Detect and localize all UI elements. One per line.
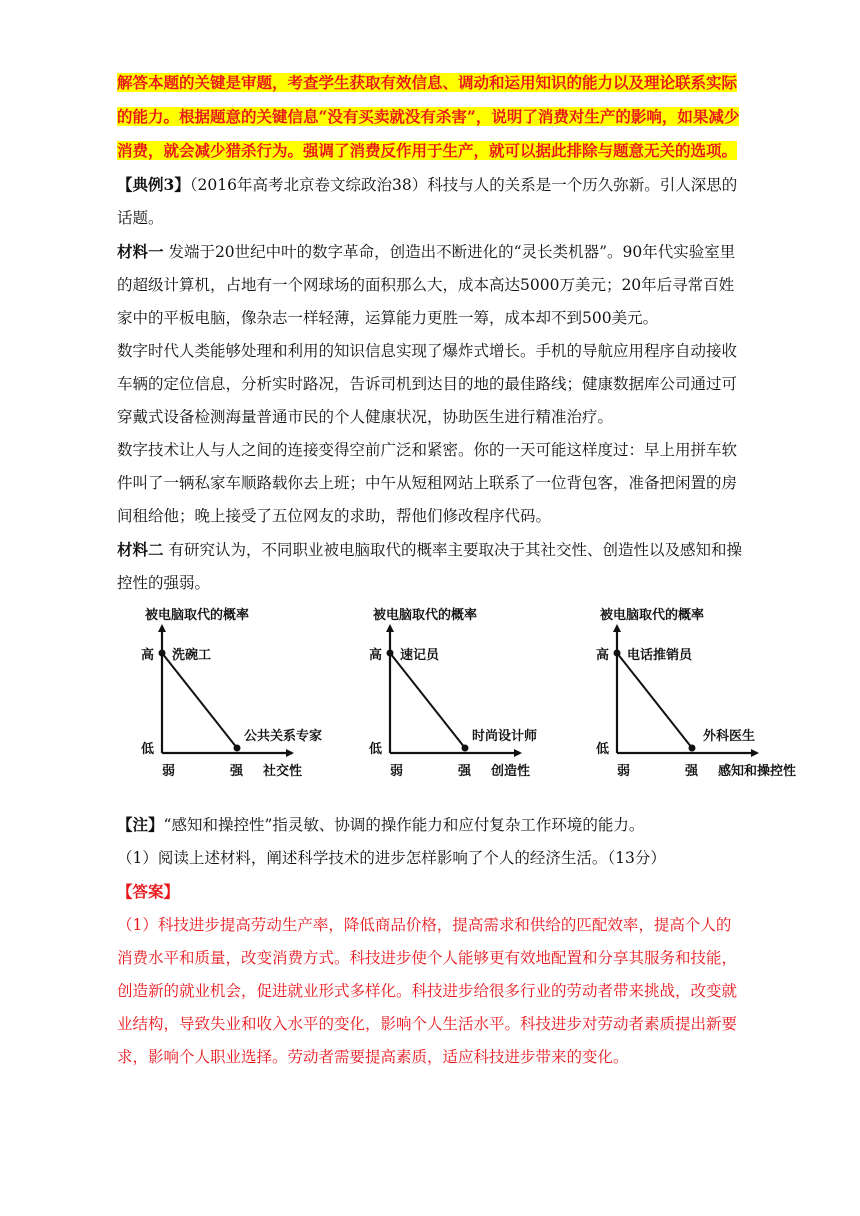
y-tick-low: 低 — [141, 742, 155, 757]
x-axis-label: 社交性 — [263, 764, 303, 779]
point-label-low: 公共关系专家 — [244, 729, 323, 744]
y-axis-label: 被电脑取代的概率 — [600, 608, 705, 623]
document-page — [117, 66, 797, 1074]
material2-label: 材料二 — [117, 540, 164, 559]
point-label-low: 时尚设计师 — [472, 729, 538, 744]
material1-text1: 发端于20世纪中叶的数字革命，创造出不断进化的“灵长类机器”。90年代实验室里的超级计算机，占地有一个网球场的面积那么大，成本高达5000万美元；20年后寻常百姓家中的平板电脑，像杂志一样轻薄，运算能力更胜一筹，成本却不到500美元。 — [117, 243, 736, 327]
trend-line — [617, 653, 692, 748]
material1-paragraph2: 数字时代人类能够处理和利用的知识信息实现了爆炸式增长。手机的导航应用程序自动接收车辆的定位信息，分析实时路况，告诉司机到达目的地的最佳路线；健康数据库公司通过可穿戴式设备检测海量普通市民的个人健康状况，协助医生进行精准治疗。 — [117, 342, 738, 426]
material2-text: 有研究认为，不同职业被电脑取代的概率主要取决于其社交性、创造性以及感知和操控性的强弱。 — [117, 541, 742, 592]
point-label-high: 速记员 — [400, 648, 440, 663]
note-label: 【注】 — [117, 815, 164, 834]
data-point-low — [689, 745, 696, 752]
material1-label: 材料一 — [117, 242, 164, 261]
point-label-high: 电话推销员 — [627, 648, 693, 663]
example-label: 【典例3】 — [117, 175, 190, 194]
data-point-high — [614, 650, 621, 657]
y-tick-high: 高 — [141, 648, 155, 663]
data-point-low — [462, 745, 469, 752]
trend-line — [162, 653, 237, 748]
data-point-low — [234, 745, 241, 752]
y-axis-arrow — [158, 624, 166, 632]
example-heading — [117, 168, 745, 235]
highlighted-analysis: 解答本题的关键是审题，考查学生获取有效信息、调动和运用知识的能力以及理论联系实际的能力。根据题意的关键信息“没有买卖就没有杀害”，说明了消费对生产的影响，如果减少消费，就会减少猎杀行为。强调了消费反作用于生产，就可以据此排除与题意无关的选项。 — [117, 73, 740, 160]
x-axis-arrow — [286, 749, 294, 757]
chart-perception — [582, 608, 802, 808]
note-text: “感知和操控性”指灵敏、协调的操作能力和应付复杂工作环境的能力。 — [163, 816, 645, 834]
x-tick-weak: 弱 — [162, 764, 176, 779]
material1-paragraph3: 数字技术让人与人之间的连接变得空前广泛和紧密。你的一天可能这样度过：早上用拼车软件叫了一辆私家车顺路载你去上班；中午从短租网站上联系了一位背包客，准备把闲置的房间租给他；晚上接受了五位网友的求助，帮他们修改程序代码。 — [117, 441, 738, 525]
answer-heading — [117, 875, 745, 909]
y-axis-arrow — [613, 624, 621, 632]
charts-figure — [117, 608, 797, 808]
data-point-high — [159, 650, 166, 657]
material1-paragraph1 — [117, 235, 745, 335]
chart-creativity — [355, 608, 575, 808]
chart-sociability — [127, 608, 347, 808]
y-tick-high: 高 — [596, 648, 610, 663]
x-axis-label: 创造性 — [491, 764, 531, 779]
y-tick-low: 低 — [596, 742, 610, 757]
y-tick-high: 高 — [369, 648, 383, 663]
material2-paragraph — [117, 533, 745, 600]
x-tick-weak: 弱 — [390, 764, 404, 779]
answer-label: 【答案】 — [117, 882, 180, 901]
x-tick-weak: 弱 — [617, 764, 631, 779]
x-axis-arrow — [514, 749, 522, 757]
example-source: （2016年高考北京卷文综政治38）科技与人的关系是一个历久弥新。引人深思的话题。 — [117, 176, 738, 227]
y-axis-arrow — [386, 624, 394, 632]
x-axis-label: 感知和操控性 — [718, 764, 797, 779]
intro-paragraph — [117, 66, 745, 168]
x-axis-arrow — [751, 749, 759, 757]
y-axis-label: 被电脑取代的概率 — [373, 608, 478, 623]
trend-line — [390, 653, 465, 748]
x-tick-strong: 强 — [685, 764, 699, 779]
x-tick-strong: 强 — [458, 764, 472, 779]
y-axis-label: 被电脑取代的概率 — [145, 608, 250, 623]
answer-text: （1）科技进步提高劳动生产率，降低商品价格，提高需求和供给的匹配效率，提高个人的消费水平和质量，改变消费方式。科技进步使个人能够更有效地配置和分享其服务和技能，创造新的就业机会，促进就业形式多样化。科技进步给很多行业的劳动者带来挑战，改变就业结构，导致失业和收入水平的变化，影响个人生活水平。科技进步对劳动者素质提出新要求，影响个人职业选择。劳动者需要提高素质，适应科技进步带来的变化。 — [117, 916, 738, 1066]
question-paragraph: （1）阅读上述材料，阐述科学技术的进步怎样影响了个人的经济生活。（13分） — [117, 849, 666, 867]
note-paragraph — [117, 808, 745, 842]
point-label-high: 洗碗工 — [172, 648, 212, 663]
data-point-high — [387, 650, 394, 657]
point-label-low: 外科医生 — [703, 729, 756, 744]
y-tick-low: 低 — [369, 742, 383, 757]
x-tick-strong: 强 — [230, 764, 244, 779]
